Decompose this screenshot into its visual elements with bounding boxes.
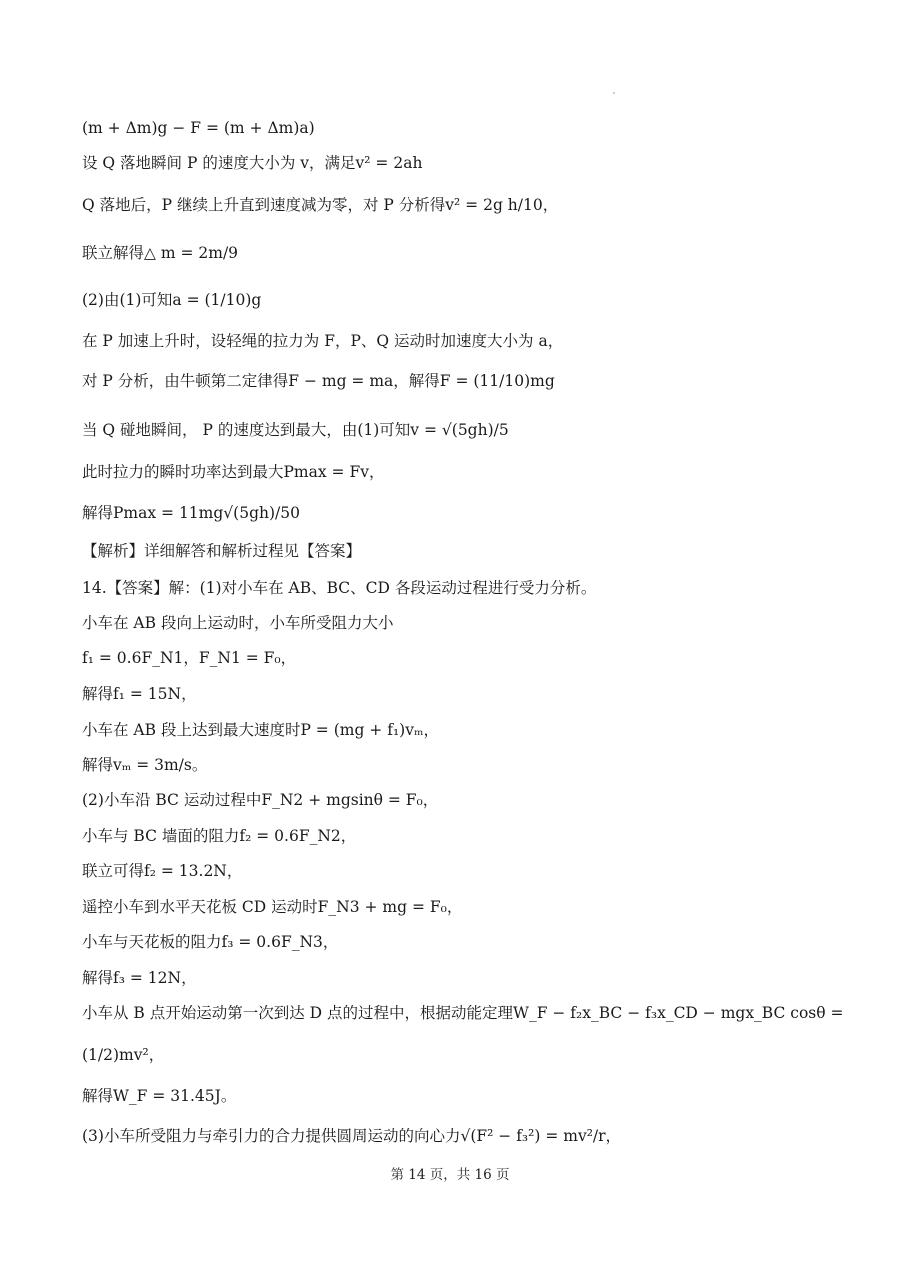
text-line: (1/2)mv²， — [82, 1046, 165, 1064]
page-footer: 第 14 页，共 16 页 — [390, 1167, 510, 1183]
text-line: (m + Δm)g − F = (m + Δm)a) — [82, 119, 315, 137]
text-line: 小车与 BC 墙面的阻力f₂ = 0.6F_N2， — [82, 827, 357, 845]
text-line: (2)小车沿 BC 运动过程中F_N2 + mgsinθ = F₀， — [82, 791, 439, 809]
text-line: 小车从 B 点开始运动第一次到达 D 点的过程中，根据动能定理W_F − f₂x_BC − f₃x_CD − mgx_BC cosθ = — [82, 1004, 844, 1022]
text-line: 解得W_F = 31.45J。 — [82, 1087, 237, 1105]
text-line: 在 P 加速上升时，设轻绳的拉力为 F，P、Q 运动时加速度大小为 a， — [82, 332, 564, 350]
text-line: 对 P 分析，由牛顿第二定律得F − mg = ma，解得F = (11/10)mg — [82, 372, 555, 390]
text-line: 解得Pmax = 11mg√(5gh)/50 — [82, 504, 300, 522]
text-line: 当 Q 碰地瞬间， P 的速度达到最大，由(1)可知v = √(5gh)/5 — [82, 421, 509, 439]
scan-speck — [613, 92, 615, 94]
text-line: (2)由(1)可知a = (1/10)g — [82, 291, 262, 309]
text-line: Q 落地后，P 继续上升直到速度减为零，对 P 分析得v² = 2g h/10， — [82, 196, 559, 214]
text-line: 解得vₘ = 3m/s。 — [82, 756, 208, 774]
text-line: 小车在 AB 段向上运动时，小车所受阻力大小 — [82, 614, 394, 632]
text-line: 14.【答案】解：(1)对小车在 AB、BC、CD 各段运动过程进行受力分析。 — [82, 579, 597, 597]
text-line: 解得f₃ = 12N， — [82, 969, 197, 987]
text-line: 联立解得△ m = 2m/9 — [82, 244, 239, 262]
text-line: 解得f₁ = 15N， — [82, 685, 197, 703]
text-line: f₁ = 0.6F_N1，F_N1 = F₀， — [82, 649, 297, 667]
text-line: 此时拉力的瞬时功率达到最大Pmax = Fv， — [82, 463, 385, 481]
text-line: (3)小车所受阻力与牵引力的合力提供圆周运动的向心力√(F² − f₃²) = mv²/r， — [82, 1127, 622, 1145]
text-line: 遥控小车到水平天花板 CD 运动时F_N3 + mg = F₀， — [82, 898, 463, 916]
text-line: 联立可得f₂ = 13.2N， — [82, 862, 243, 880]
text-line: 小车在 AB 段上达到最大速度时P = (mg + f₁)vₘ， — [82, 721, 439, 739]
text-line: 小车与天花板的阻力f₃ = 0.6F_N3， — [82, 933, 339, 951]
text-line: 设 Q 落地瞬间 P 的速度大小为 v，满足v² = 2ah — [82, 154, 423, 172]
text-line: 【解析】详细解答和解析过程见【答案】 — [82, 542, 362, 560]
